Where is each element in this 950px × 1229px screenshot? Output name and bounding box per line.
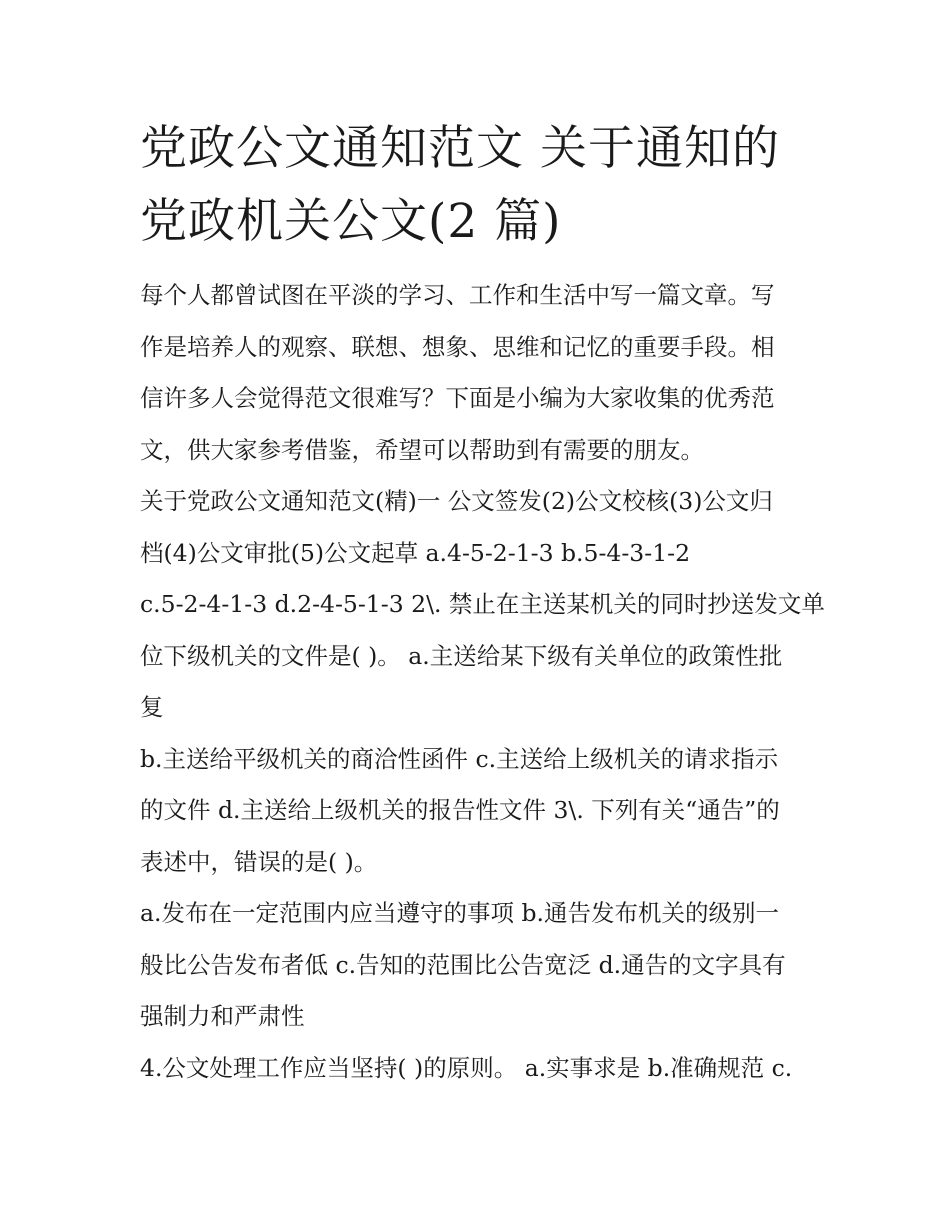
text-line: 作是培养人的观察、联想、想象、思维和记忆的重要手段。相 [140, 332, 775, 361]
text-line: c.5-2-4-1-3 d.2-4-5-1-3 2\. 禁止在主送某机关的同时抄送发文单 [140, 590, 825, 618]
text-line: 位下级机关的文件是( )。 a.主送给某下级有关单位的政策性批 [140, 641, 783, 670]
paragraph-question-1-2 [140, 476, 825, 734]
text-line: 信许多人会觉得范文很难写？下面是小编为大家收集的优秀范 [140, 384, 775, 412]
text-line: 的文件 d.主送给上级机关的报告性文件 3\. 下列有关“通告”的 [140, 796, 780, 824]
text-line: 复 [140, 693, 164, 721]
text-line: 4.公文处理工作应当坚持( )的原则。 a.实事求是 b.准确规范 c. [140, 1053, 793, 1082]
paragraph-question-3-options [140, 888, 812, 1043]
text-line: a.发布在一定范围内应当遵守的事项 b.通告发布机关的级别一 [140, 899, 779, 927]
paragraph-question-2-3 [140, 734, 812, 889]
text-line: 每个人都曾试图在平淡的学习、工作和生活中写一篇文章。写 [140, 281, 775, 309]
paragraph-intro [140, 270, 812, 476]
text-line: b.主送给平级机关的商洽性函件 c.主送给上级机关的请求指示 [140, 744, 779, 773]
document-page [140, 112, 825, 1094]
paragraph-question-4 [140, 1043, 812, 1095]
text-line: 档(4)公文审批(5)公文起草 a.4-5-2-1-3 b.5-4-3-1-2 [140, 538, 691, 567]
document-title [140, 112, 812, 258]
text-line: 般比公告发布者低 c.告知的范围比公告宽泛 d.通告的文字具有 [140, 950, 786, 979]
text-line: 关于党政公文通知范文(精)一 公文签发(2)公文校核(3)公文归 [140, 487, 773, 515]
text-line: 文，供大家参考借鉴，希望可以帮助到有需要的朋友。 [140, 435, 704, 464]
text-line: 表述中，错误的是( )。 [140, 847, 378, 876]
title-line-1: 党政公文通知范文 关于通知的 [140, 121, 780, 176]
title-line-2: 党政机关公文(2 篇) [140, 194, 562, 249]
text-line: 强制力和严肃性 [140, 1002, 305, 1030]
